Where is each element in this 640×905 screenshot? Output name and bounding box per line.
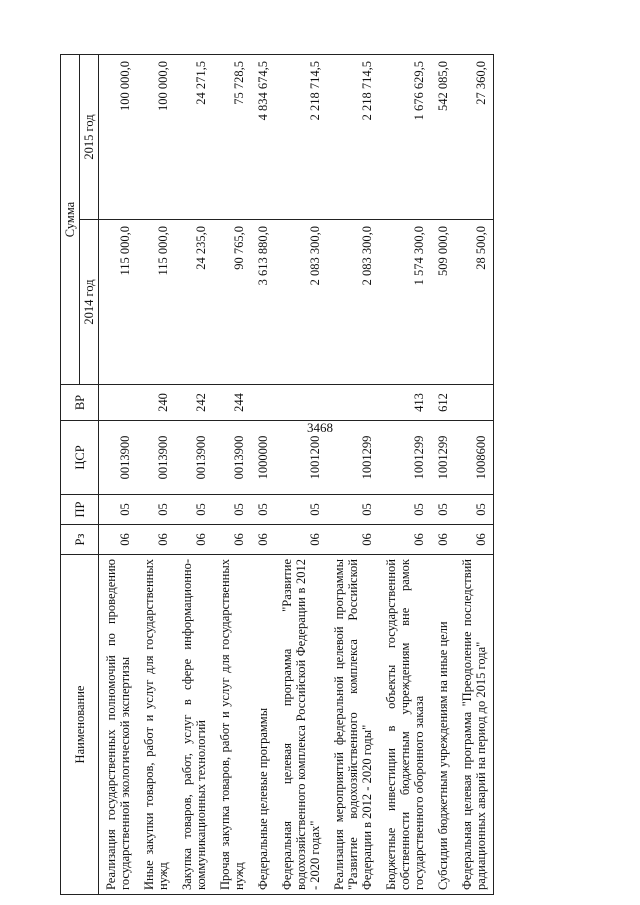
table-header xyxy=(61,55,99,895)
cell-amount-2015: 1 676 629,5 xyxy=(379,55,431,220)
cell-amount-2014: 28 500,0 xyxy=(455,220,494,385)
table-row xyxy=(99,55,138,895)
cell-amount-2014: 24 235,0 xyxy=(175,220,213,385)
cell-vr: 413 xyxy=(379,385,431,421)
cell-amount-2014: 1 574 300,0 xyxy=(379,220,431,385)
cell-amount-2014: 509 000,0 xyxy=(431,220,455,385)
cell-rz: 06 xyxy=(99,525,138,555)
cell-amount-2015: 100 000,0 xyxy=(137,55,175,220)
cell-pr: 05 xyxy=(455,495,494,525)
cell-name: Реализация государственных полномочий по проведению государственной экологической экспертизы xyxy=(99,555,138,895)
cell-name: Иные закупки товаров, работ и услуг для государственных нужд xyxy=(137,555,175,895)
cell-csr: 1001299 xyxy=(431,421,455,495)
cell-amount-2014: 115 000,0 xyxy=(99,220,138,385)
cell-amount-2015: 75 728,5 xyxy=(213,55,251,220)
cell-rz: 06 xyxy=(327,525,379,555)
cell-vr xyxy=(251,385,275,421)
cell-pr: 05 xyxy=(99,495,138,525)
cell-rz: 06 xyxy=(175,525,213,555)
cell-csr: 0013900 xyxy=(99,421,138,495)
table-body xyxy=(99,55,494,895)
cell-vr: 240 xyxy=(137,385,175,421)
cell-pr: 05 xyxy=(175,495,213,525)
header-year-2014: 2014 год xyxy=(80,220,99,385)
cell-amount-2015: 4 834 674,5 xyxy=(251,55,275,220)
header-vr: ВР xyxy=(61,385,99,421)
table-row xyxy=(379,55,431,895)
cell-rz: 06 xyxy=(137,525,175,555)
table-row xyxy=(431,55,455,895)
cell-rz: 06 xyxy=(431,525,455,555)
header-year-2015: 2015 год xyxy=(80,55,99,220)
cell-rz: 06 xyxy=(275,525,327,555)
cell-amount-2015: 542 085,0 xyxy=(431,55,455,220)
cell-pr: 05 xyxy=(137,495,175,525)
cell-amount-2014: 2 083 300,0 xyxy=(327,220,379,385)
cell-rz: 06 xyxy=(379,525,431,555)
cell-pr: 05 xyxy=(327,495,379,525)
header-pr: ПР xyxy=(61,495,99,525)
cell-name: Бюджетные инвестиции в объекты государственной собственности бюджетным учреждениям вне рамок государственного оборонного заказа xyxy=(379,555,431,895)
table-row xyxy=(213,55,251,895)
cell-amount-2014: 115 000,0 xyxy=(137,220,175,385)
cell-amount-2014: 3 613 880,0 xyxy=(251,220,275,385)
cell-name: Закупка товаров, работ, услуг в сфере информационно-коммуникационных технологий xyxy=(175,555,213,895)
budget-sheet xyxy=(60,55,580,895)
budget-table xyxy=(60,54,494,895)
cell-vr xyxy=(327,385,379,421)
cell-name: Субсидии бюджетным учреждениям на иные цели xyxy=(431,555,455,895)
table-row xyxy=(137,55,175,895)
table-row xyxy=(455,55,494,895)
cell-csr: 0013900 xyxy=(175,421,213,495)
cell-pr: 05 xyxy=(251,495,275,525)
cell-vr xyxy=(275,385,327,421)
cell-vr xyxy=(99,385,138,421)
cell-csr: 1008600 xyxy=(455,421,494,495)
cell-rz: 06 xyxy=(213,525,251,555)
cell-name: Федеральная целевая программа "Преодоление последствий радиационных аварий на период до 2015 года" xyxy=(455,555,494,895)
cell-vr: 242 xyxy=(175,385,213,421)
table-row xyxy=(327,55,379,895)
cell-rz: 06 xyxy=(455,525,494,555)
cell-csr: 1001299 xyxy=(379,421,431,495)
cell-amount-2014: 2 083 300,0 xyxy=(275,220,327,385)
cell-pr: 05 xyxy=(213,495,251,525)
cell-csr: 0013900 xyxy=(137,421,175,495)
cell-pr: 05 xyxy=(431,495,455,525)
page-number: 3468 xyxy=(307,420,333,435)
cell-name: Федеральные целевые программы xyxy=(251,555,275,895)
cell-pr: 05 xyxy=(379,495,431,525)
cell-csr: 1000000 xyxy=(251,421,275,495)
cell-csr: 0013900 xyxy=(213,421,251,495)
cell-amount-2015: 27 360,0 xyxy=(455,55,494,220)
cell-amount-2015: 100 000,0 xyxy=(99,55,138,220)
header-sum: Сумма xyxy=(61,55,80,385)
cell-amount-2014: 90 765,0 xyxy=(213,220,251,385)
header-rz: Рз xyxy=(61,525,99,555)
header-csr: ЦСР xyxy=(61,421,99,495)
cell-name: Федеральная целевая программа "Развитие водохозяйственного комплекса Российской Федерации в 2012 - 2020 годах" xyxy=(275,555,327,895)
cell-vr: 612 xyxy=(431,385,455,421)
table-row xyxy=(275,55,327,895)
table-row xyxy=(175,55,213,895)
table-row xyxy=(251,55,275,895)
cell-amount-2015: 2 218 714,5 xyxy=(275,55,327,220)
cell-name: Прочая закупка товаров, работ и услуг для государственных нужд xyxy=(213,555,251,895)
cell-rz: 06 xyxy=(251,525,275,555)
header-name: Наименование xyxy=(61,555,99,895)
cell-pr: 05 xyxy=(275,495,327,525)
cell-amount-2015: 2 218 714,5 xyxy=(327,55,379,220)
cell-vr xyxy=(455,385,494,421)
cell-name: Реализация мероприятий федеральной целевой программы "Развитие водохозяйственного комплекса Российской Федерации в 2012 - 2020 годы" xyxy=(327,555,379,895)
cell-csr: 1001200 xyxy=(275,421,327,495)
cell-vr: 244 xyxy=(213,385,251,421)
cell-amount-2015: 24 271,5 xyxy=(175,55,213,220)
cell-csr: 1001299 xyxy=(327,421,379,495)
